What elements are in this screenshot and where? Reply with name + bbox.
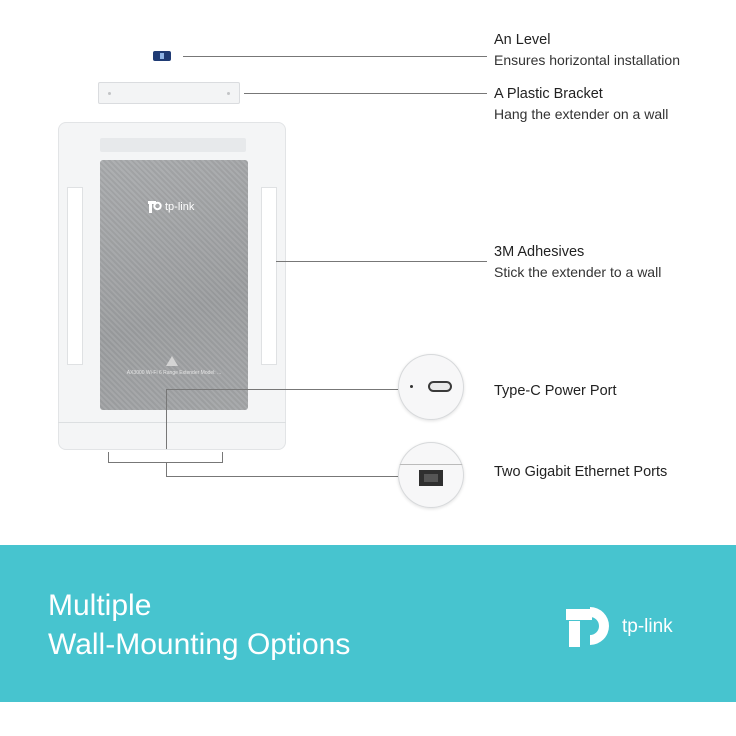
brand-logo (566, 605, 673, 649)
callout-typec (494, 381, 617, 401)
brand-logo-text: tp-link (622, 616, 673, 637)
device-label: AX3000 Wi-Fi 6 Range Extender Model: ... (126, 370, 222, 376)
typec-leader-vertical (166, 389, 167, 449)
callout-bracket (494, 84, 668, 124)
callout-ethernet-title: Two Gigabit Ethernet Ports (494, 464, 668, 480)
callout-level (494, 30, 680, 70)
callout-level-desc: Ensures horizontal installation (494, 52, 680, 68)
device-logo-text: tp-link (165, 201, 195, 213)
callout-typec-title: Type-C Power Port (494, 383, 617, 399)
usb-c-port-icon (428, 381, 452, 392)
top-slot (100, 138, 246, 152)
callout-bracket-desc: Hang the extender on a wall (494, 106, 669, 122)
callout-ethernet (494, 462, 667, 482)
ethernet-leader-line (166, 476, 398, 477)
callout-adhesive-title: 3M Adhesives (494, 244, 585, 260)
bracket-icon (98, 82, 240, 104)
callout-level-title: An Level (494, 32, 551, 48)
left-adhesive-strip (68, 188, 82, 364)
bracket-leader-line (244, 93, 487, 94)
typec-leader-line (166, 389, 398, 390)
led-dot (410, 385, 413, 388)
ethernet-port-icon (419, 470, 443, 486)
ethernet-port-zoom (398, 442, 464, 508)
typec-port-zoom (398, 354, 464, 420)
level-icon (153, 51, 171, 61)
tp-link-logo-icon (566, 605, 616, 649)
extender-device (58, 122, 286, 450)
fabric-panel (100, 160, 248, 410)
device-logo (148, 200, 194, 214)
ethernet-bracket-left (108, 452, 109, 462)
warning-icon (166, 356, 178, 366)
banner-line-1: Multiple (48, 589, 152, 622)
ethernet-leader-vertical (166, 462, 167, 476)
base-seam (58, 422, 286, 423)
tp-link-logo-icon (148, 200, 162, 214)
banner-line-2: Wall-Mounting Options (48, 628, 351, 661)
callout-adhesive-desc: Stick the extender to a wall (494, 264, 662, 280)
callout-adhesive (494, 242, 661, 282)
right-adhesive-strip (262, 188, 276, 364)
callout-bracket-title: A Plastic Bracket (494, 86, 603, 102)
ethernet-edge-line (398, 464, 464, 465)
level-leader-line (183, 56, 487, 57)
adhesive-leader-line (276, 261, 487, 262)
ethernet-bracket-right (222, 452, 223, 462)
